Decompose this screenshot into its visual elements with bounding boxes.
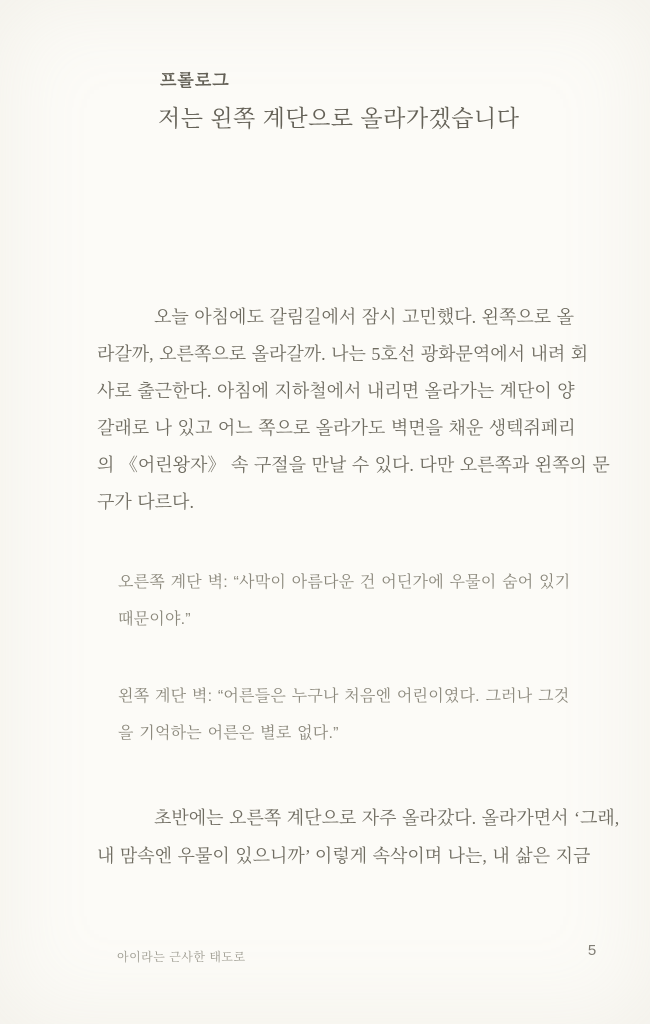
prologue-label: 프롤로그: [160, 71, 230, 90]
text-line: 사로 출근한다. 아침에 지하철에서 내리면 올라가는 계단이 양: [97, 381, 575, 401]
paragraph-intro: [97, 299, 610, 521]
page-number: 5: [587, 942, 597, 959]
text-line: 오늘 아침에도 갈림길에서 잠시 고민했다. 왼쪽으로 올: [154, 307, 575, 327]
text-line: 내 맘속엔 우물이 있으니까’ 이렇게 속삭이며 나는, 내 삶은 지금: [97, 846, 591, 866]
text-line: 왼쪽 계단 벽: “어른들은 누구나 처음엔 어린이였다. 그러나 그것: [118, 688, 570, 705]
text-line: 구가 다르다.: [97, 492, 194, 512]
text-line: 을 기억하는 어른은 별로 없다.”: [118, 725, 339, 742]
text-line: 오른쪽 계단 벽: “사막이 아름다운 건 어딘가에 우물이 숨어 있기: [118, 574, 571, 591]
quote-left-stair-wall: [118, 678, 570, 752]
text-line: 초반에는 오른쪽 계단으로 자주 올라갔다. 올라가면서 ‘그래,: [154, 808, 620, 828]
quote-right-stair-wall: [118, 564, 571, 638]
paragraph-closing: [97, 799, 620, 875]
text-line: 때문이야.”: [118, 611, 191, 628]
page-title: 저는 왼쪽 계단으로 올라가겠습니다: [158, 105, 520, 131]
text-line: 라갈까, 오른쪽으로 올라갈까. 나는 5호선 광화문역에서 내려 회: [97, 344, 589, 364]
text-line: 의 《어린왕자》 속 구절을 만날 수 있다. 다만 오른쪽과 왼쪽의 문: [97, 455, 610, 475]
text-line: 갈래로 나 있고 어느 쪽으로 올라가도 벽면을 채운 생텍쥐페리: [97, 418, 576, 438]
footer-book-title: 아이라는 근사한 태도로: [117, 950, 246, 964]
